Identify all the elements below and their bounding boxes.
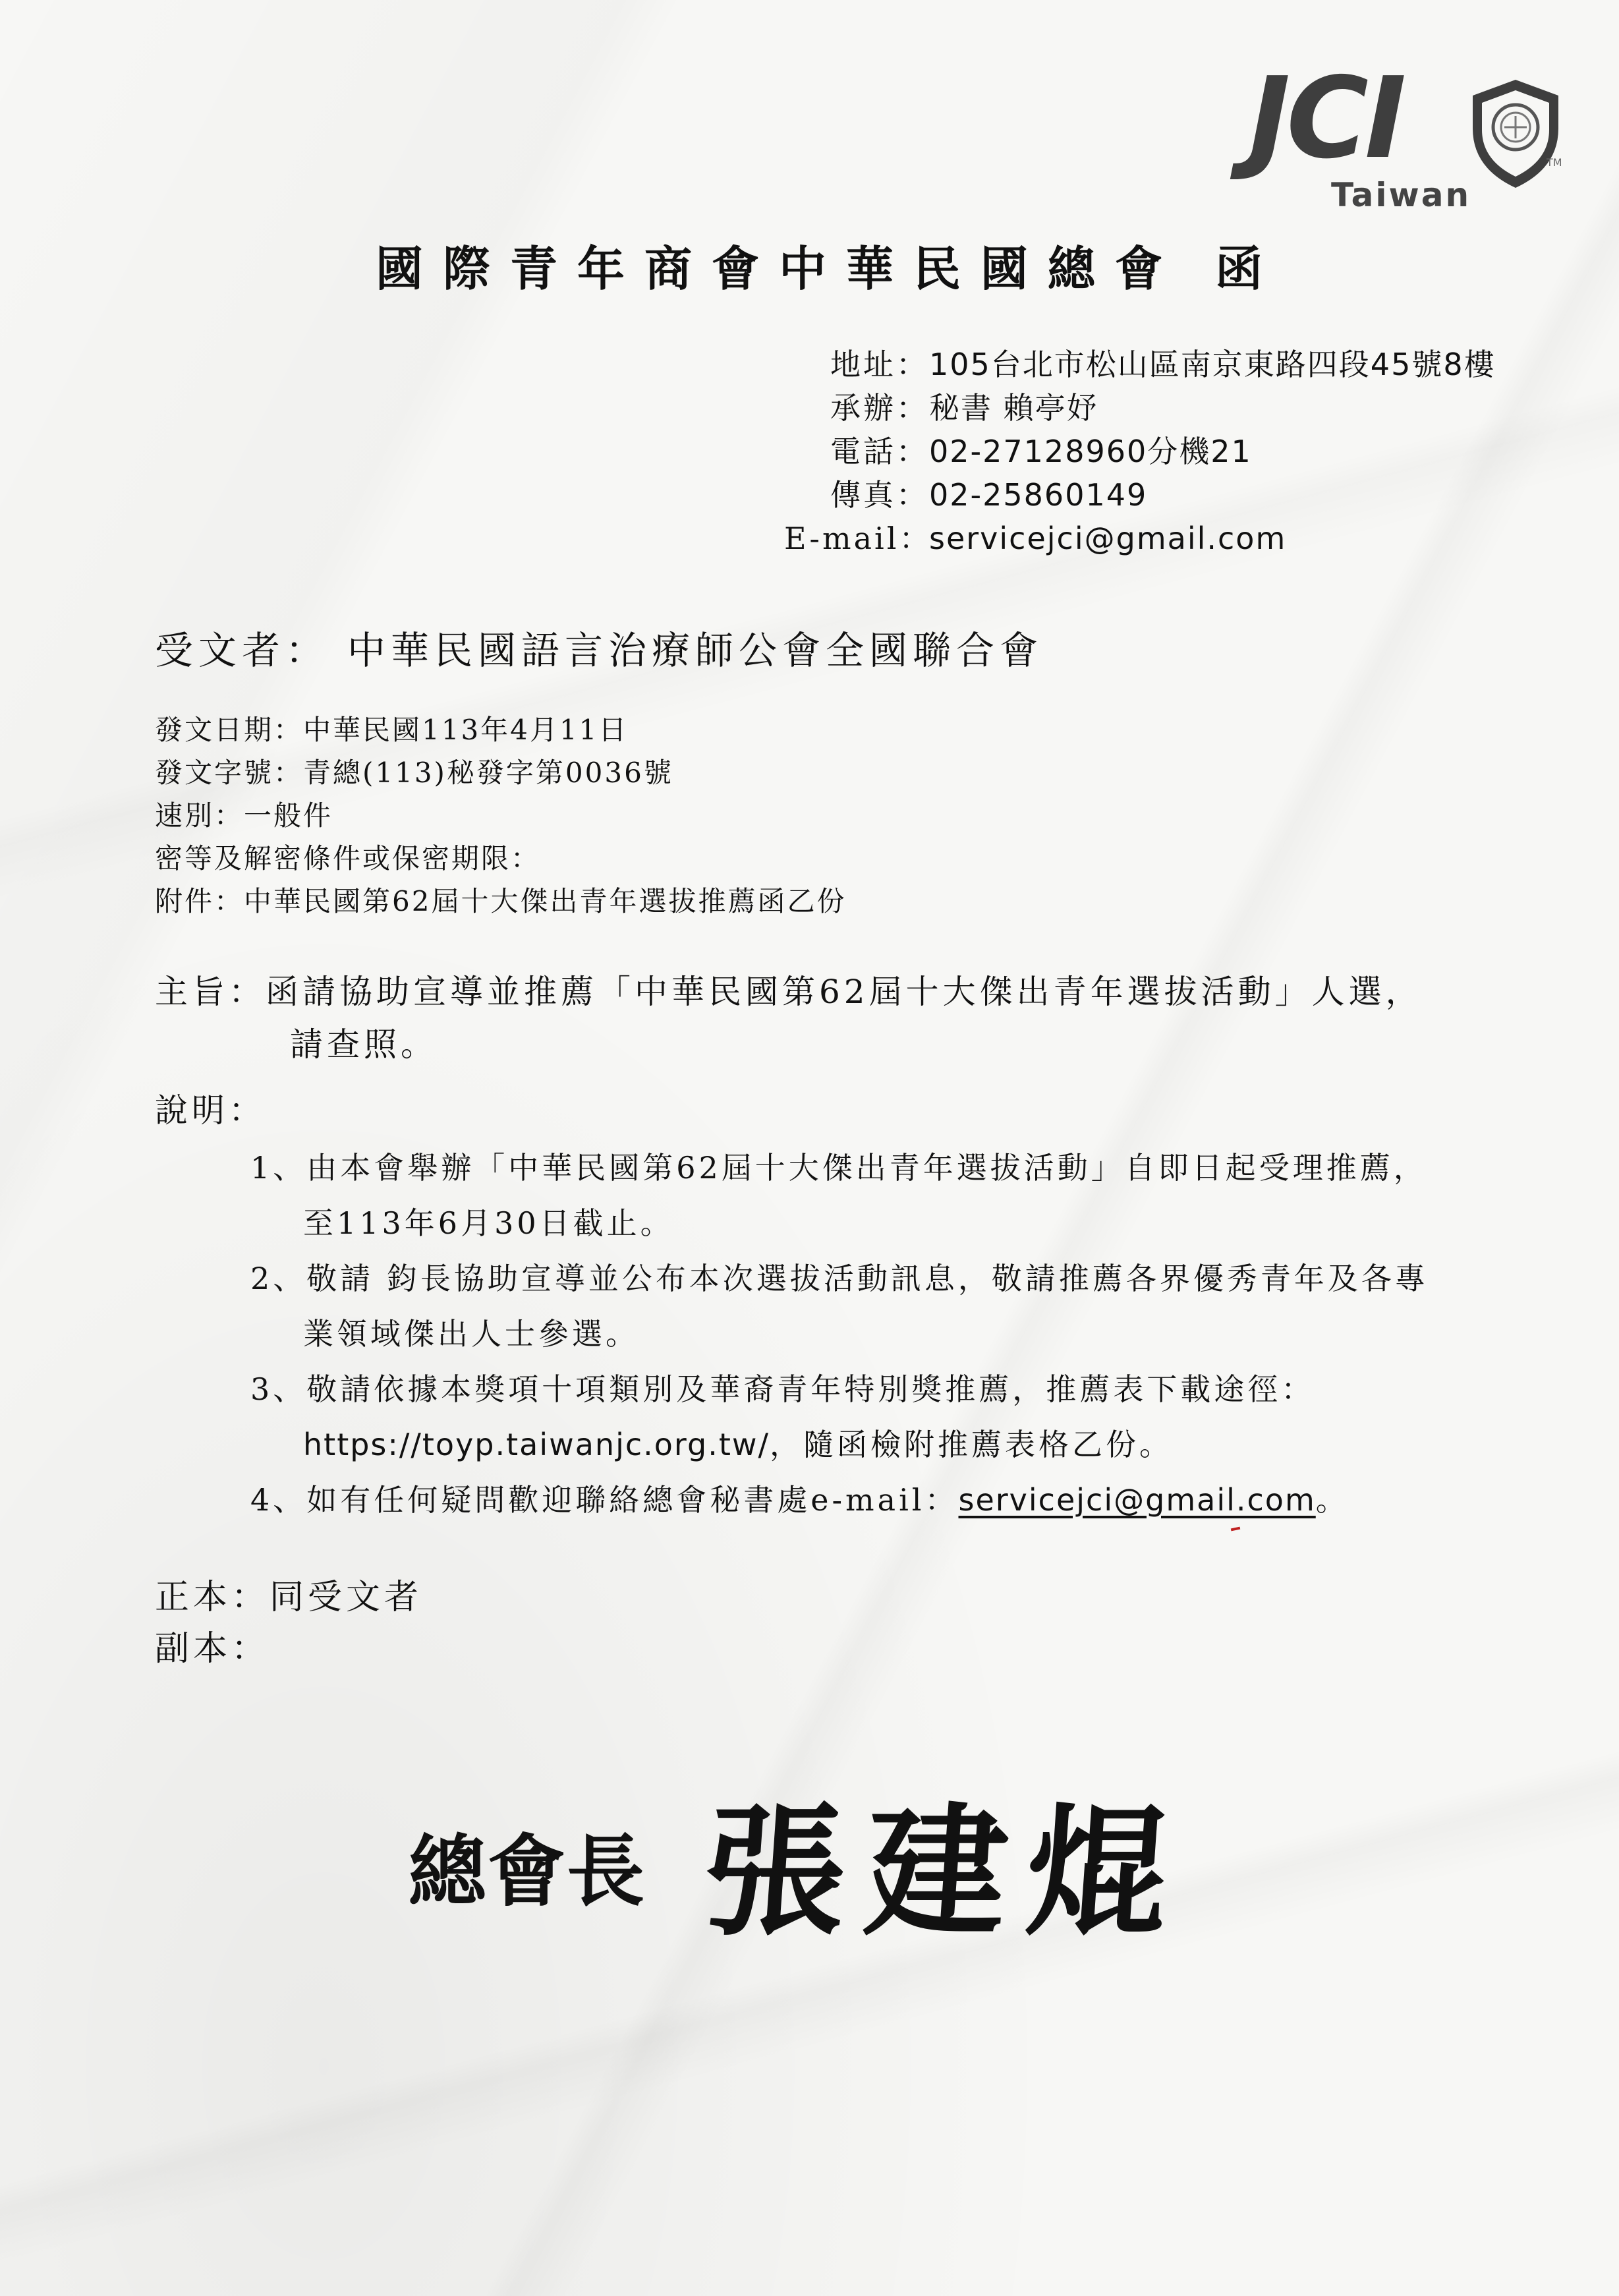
subject-line-1: 主旨：函請協助宣導並推薦「中華民國第62屆十大傑出青年選拔活動」人選， — [155, 973, 1423, 1011]
confidentiality: 密等及解密條件或保密期限： — [155, 842, 541, 875]
nomination-url-link[interactable]: https://toyp.taiwanjc.org.tw/ — [303, 1427, 770, 1462]
contact-fax: 傳真：02-25860149 — [830, 477, 1148, 513]
carbon-copy: 副本： — [155, 1629, 270, 1669]
list-item: 4、如有任何疑問歡迎聯絡總會秘書處e-mail：servicejci@gmail.com。 — [250, 1482, 1349, 1518]
contact-block — [784, 343, 1496, 560]
copies-block — [155, 1572, 422, 1675]
contact-email: E-mail：servicejci@gmail.com — [784, 521, 1287, 556]
recipient-label: 受文者： — [155, 628, 329, 673]
issue-date: 發文日期：中華民國113年4月11日 — [155, 714, 629, 746]
explanation-items — [250, 1140, 1429, 1528]
list-item: 1、由本會舉辦「中華民國第62屆十大傑出青年選拔活動」自即日起受理推薦， 至113年6月30日截止。 — [250, 1150, 1427, 1241]
contact-phone: 電話：02-27128960分機21 — [830, 434, 1252, 469]
document-meta — [155, 708, 846, 923]
recipient-name: 中華民國語言治療師公會全國聯合會 — [347, 628, 1044, 673]
urgency: 速別：一般件 — [155, 799, 333, 832]
letter-heading — [376, 231, 1282, 299]
signature-title: 總會長 — [409, 1825, 646, 1917]
trademark-mark: TM — [1547, 156, 1562, 169]
shield-emblem-icon — [1466, 76, 1565, 191]
subject-block — [155, 965, 1423, 1071]
explanation-label: 說明： — [155, 1091, 266, 1130]
logo-brand-text: JCI — [1249, 53, 1403, 184]
contact-address: 地址：105台北市松山區南京東路四段45號8樓 — [830, 347, 1496, 382]
document-number: 發文字號：青總(113)秘發字第0036號 — [155, 757, 673, 789]
jci-taiwan-logo — [1249, 53, 1565, 214]
main-copy: 正本：同受文者 — [155, 1578, 423, 1617]
logo-subtitle: Taiwan — [1331, 176, 1471, 214]
contact-handler: 承辦：秘書 賴亭妤 — [830, 390, 1098, 426]
organization-name: 國際青年商會中華民國總會 — [376, 241, 1183, 297]
attachment: 附件：中華民國第62屆十大傑出青年選拔推薦函乙份 — [155, 885, 847, 917]
signature-name: 張建焜 — [698, 1789, 1195, 1955]
list-item: 3、敬請依據本獎項十項類別及華裔青年特別獎推薦，推薦表下載途徑： https://toyp.taiwanjc.org.tw/，隨函檢附推薦表格乙份。 — [250, 1371, 1315, 1462]
list-item: 2、敬請 鈞長協助宣導並公布本次選拔活動訊息，敬請推薦各界優秀青年及各專 業領域傑出人士參選。 — [250, 1261, 1429, 1352]
email-link[interactable]: servicejci@gmail.com — [958, 1482, 1316, 1518]
document-type: 函 — [1215, 241, 1283, 297]
subject-line-2: 請查照。 — [290, 1025, 438, 1064]
recipient-line — [155, 619, 1043, 675]
